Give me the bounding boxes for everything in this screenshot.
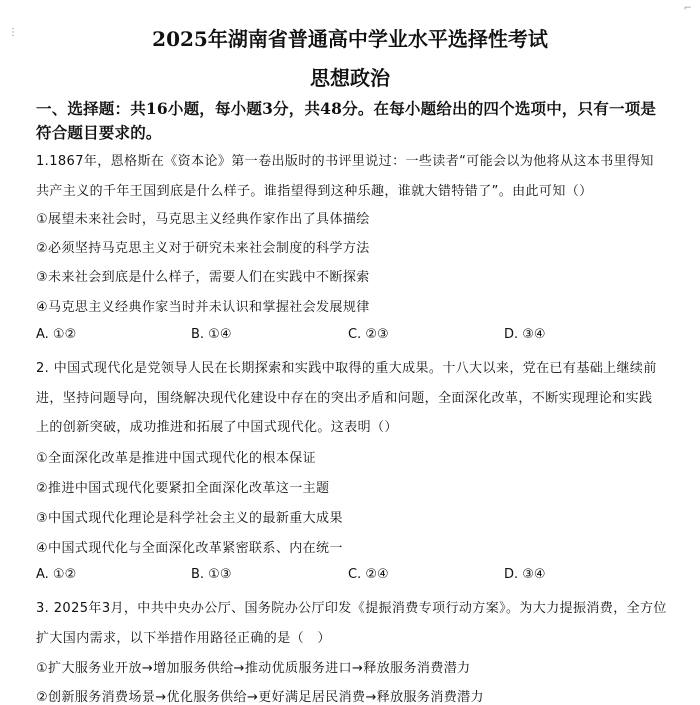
section-instructions-line-2: 符合题目要求的。 xyxy=(36,123,162,142)
q1-statement-1: ①展望未来社会时，马克思主义经典作家作出了具体描绘 xyxy=(36,212,370,227)
q3-statement-2: ②创新服务消费场景→优化服务供给→更好满足居民消费→释放服务消费潜力 xyxy=(36,690,484,705)
q1-statement-3: ③未来社会到底是什么样子，需要人们在实践中不断探索 xyxy=(36,270,370,285)
q1-option-d: D. ③④ xyxy=(504,327,546,342)
q2-stem-line-3: 上的创新突破，成功推进和拓展了中国式现代化。这表明（） xyxy=(36,420,398,435)
q1-option-b: B. ①④ xyxy=(191,327,232,342)
q1-statement-4: ④马克思主义经典作家当时并未认识和掌握社会发展规律 xyxy=(36,300,370,315)
q2-statement-2: ②推进中国式现代化要紧扣全面深化改革这一主题 xyxy=(36,481,330,496)
q3-statement-1: ①扩大服务业开放→增加服务供给→推动优质服务进口→释放服务消费潜力 xyxy=(36,661,471,676)
q1-option-a: A. ①② xyxy=(36,327,77,342)
q2-stem-line-1: 2. 中国式现代化是党领导人民在长期探索和实践中取得的重大成果。十八大以来，党在已有基础上继续前 xyxy=(36,361,657,376)
margin-marker-icon: ⋮ xyxy=(8,27,18,38)
q3-stem-line-1: 3. 2025年3月，中共中央办公厅、国务院办公厅印发《提振消费专项行动方案》。为大力提振消费，全方位 xyxy=(36,601,667,616)
q2-option-d: D. ③④ xyxy=(504,567,546,582)
q1-options xyxy=(36,327,656,345)
q2-option-b: B. ①③ xyxy=(191,567,232,582)
q2-option-c: C. ②④ xyxy=(348,567,389,582)
q2-stem-line-2: 进，坚持问题导向，围绕解决现代化建设中存在的突出矛盾和问题，全面深化改革，不断实现理论和实践 xyxy=(36,391,653,406)
q1-option-c: C. ②③ xyxy=(348,327,389,342)
exam-title: 2025年湖南省普通高中学业水平选择性考试 xyxy=(152,27,548,51)
q2-option-a: A. ①② xyxy=(36,567,77,582)
q2-statement-3: ③中国式现代化理论是科学社会主义的最新重大成果 xyxy=(36,511,343,526)
page-corner-icon: ⌐ xyxy=(683,3,692,14)
q2-statement-1: ①全面深化改革是推进中国式现代化的根本保证 xyxy=(36,451,317,466)
q2-statement-4: ④中国式现代化与全面深化改革紧密联系、内在统一 xyxy=(36,541,343,556)
q1-statement-2: ②必须坚持马克思主义对于研究未来社会制度的科学方法 xyxy=(36,241,370,256)
q1-stem-line-1: 1.1867年，恩格斯在《资本论》第一卷出版时的书评里说过：一些读者“可能会以为他将从这本书里得知 xyxy=(36,154,654,169)
q3-stem-line-2: 扩大国内需求，以下举措作用路径正确的是（ ） xyxy=(36,631,331,646)
q2-options xyxy=(36,567,656,585)
section-instructions-line-1: 一、选择题：共16小题，每小题3分，共48分。在每小题给出的四个选项中，只有一项是 xyxy=(36,99,657,118)
subject-title: 思想政治 xyxy=(310,66,390,90)
q1-stem-line-2: 共产主义的千年王国到底是什么样子。谁指望得到这种乐趣，谁就大错特错了”。由此可知（） xyxy=(36,184,593,199)
